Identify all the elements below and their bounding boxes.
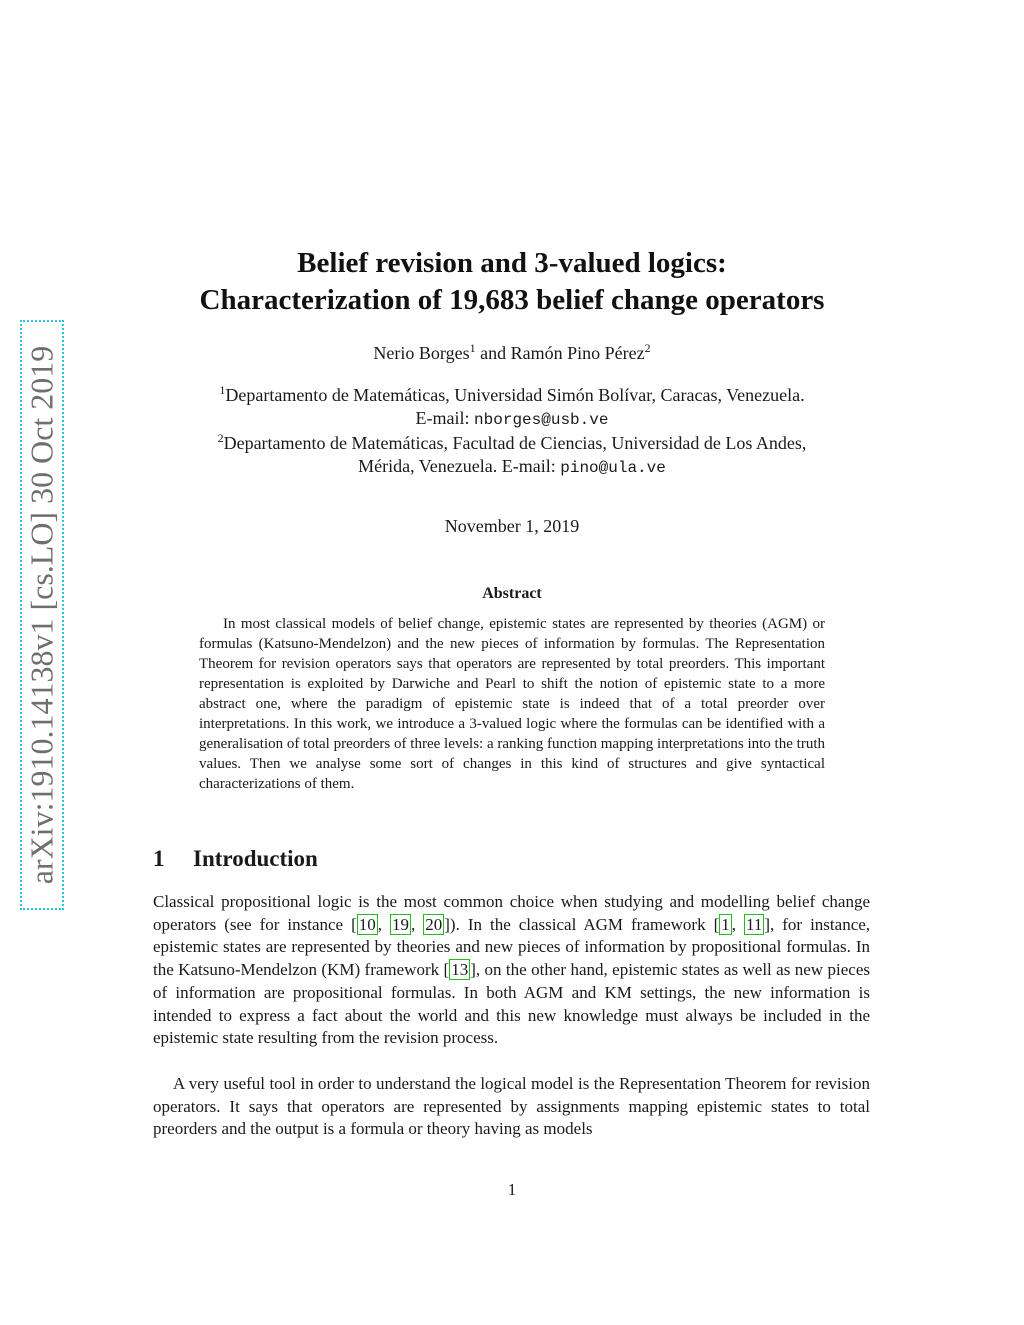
intro-text-4: ], on the other hand, epistemic states as well as new pieces of information are propositional formulas. In both AGM and KM settings, the new information is intended to express a fact about the world and this new knowledge must always be included in the epistemic state resulting from the revision process. xyxy=(153,960,870,1048)
affiliation-2 xyxy=(0,432,1024,480)
citation-separator: , xyxy=(377,914,391,934)
affiliation-2-email[interactable]: pino@ula.ve xyxy=(560,459,666,477)
affiliation-1-mark: 1 xyxy=(219,383,226,397)
affiliation-1-text: Departamento de Matemáticas, Universidad Simón Bolívar, Caracas, Venezuela. xyxy=(225,385,805,405)
citation-13[interactable]: 13 xyxy=(451,960,469,980)
affiliation-1-email-label: E-mail: xyxy=(415,408,475,428)
intro-paragraph-1 xyxy=(153,891,870,1050)
section-number: 1 xyxy=(153,846,165,871)
section-heading-introduction xyxy=(153,846,318,872)
abstract-heading: Abstract xyxy=(482,585,542,602)
citation-separator: , xyxy=(731,914,744,934)
citation-19[interactable]: 19 xyxy=(392,914,410,934)
affiliation-2-text: Departamento de Matemáticas, Facultad de Ciencias, Universidad de Los Andes, xyxy=(223,433,807,453)
citation-20[interactable]: 20 xyxy=(425,914,443,934)
author-2-affil-mark: 2 xyxy=(644,341,651,355)
paper-title xyxy=(0,245,1024,319)
publication-date: November 1, 2019 xyxy=(444,516,580,536)
author-1-affil-mark: 1 xyxy=(469,341,476,355)
affiliation-2-mark: 2 xyxy=(217,431,224,445)
intro-paragraph-2: A very useful tool in order to understand the logical model is the Representation Theorem for revision operators. It says that operators are represented by assignments mapping epistemic states to total preorders and the output is a formula or theory having as models xyxy=(153,1074,870,1139)
citation-10[interactable]: 10 xyxy=(358,914,376,934)
intro-text-2: ]). In the classical AGM framework [ xyxy=(444,914,720,934)
title-line-2: Characterization of 19,683 belief change operators xyxy=(199,284,825,316)
section-title: Introduction xyxy=(193,846,318,871)
affiliation-2-text-continued: Mérida, Venezuela. E-mail: xyxy=(358,456,561,476)
citation-1[interactable]: 1 xyxy=(721,914,730,934)
abstract-body: In most classical models of belief change, epistemic states are represented by theories (AGM) or formulas (Katsuno-Mendelzon) and the new pieces of information by formulas. The Representation Theorem for revision operators says that operators are represented by total preorders. This important representation is exploited by Darwiche and Pearl to shift the notion of epistemic state to a more abstract one, where the paradigm of epistemic state is indeed that of a total preorder over interpretations. In this work, we introduce a 3-valued logic where the formulas can be identified with a generalisation of total preorders of three levels: a ranking function mapping interpretations into the truth values. Then we analyse some sort of changes in this kind of structures and give syntactical characterizations of them. xyxy=(199,616,825,792)
title-line-1: Belief revision and 3-valued logics: xyxy=(297,247,727,279)
author-2-name: Ramón Pino Pérez xyxy=(510,343,645,363)
citation-separator: , xyxy=(411,914,424,934)
citation-11[interactable]: 11 xyxy=(746,914,763,934)
affiliation-1-email[interactable]: nborges@usb.ve xyxy=(474,411,609,429)
author-line xyxy=(0,343,1024,364)
affiliation-1 xyxy=(0,384,1024,432)
arxiv-id-text: arXiv:1910.14138v1 [cs.LO] 30 Oct 2019 xyxy=(23,345,60,885)
page-number: 1 xyxy=(507,1180,517,1199)
intro-text-1: Classical propositional logic is the most common choice when studying and modelling belief change operators (see for instance [ xyxy=(153,892,870,934)
author-conjunction: and xyxy=(475,343,511,363)
intro-text-3: ], for instance, epistemic states are represented by theories and new pieces of information by propositional formulas. In the Katsuno-Mendelzon (KM) framework [ xyxy=(153,914,871,980)
author-1-name: Nerio Borges xyxy=(373,343,470,363)
